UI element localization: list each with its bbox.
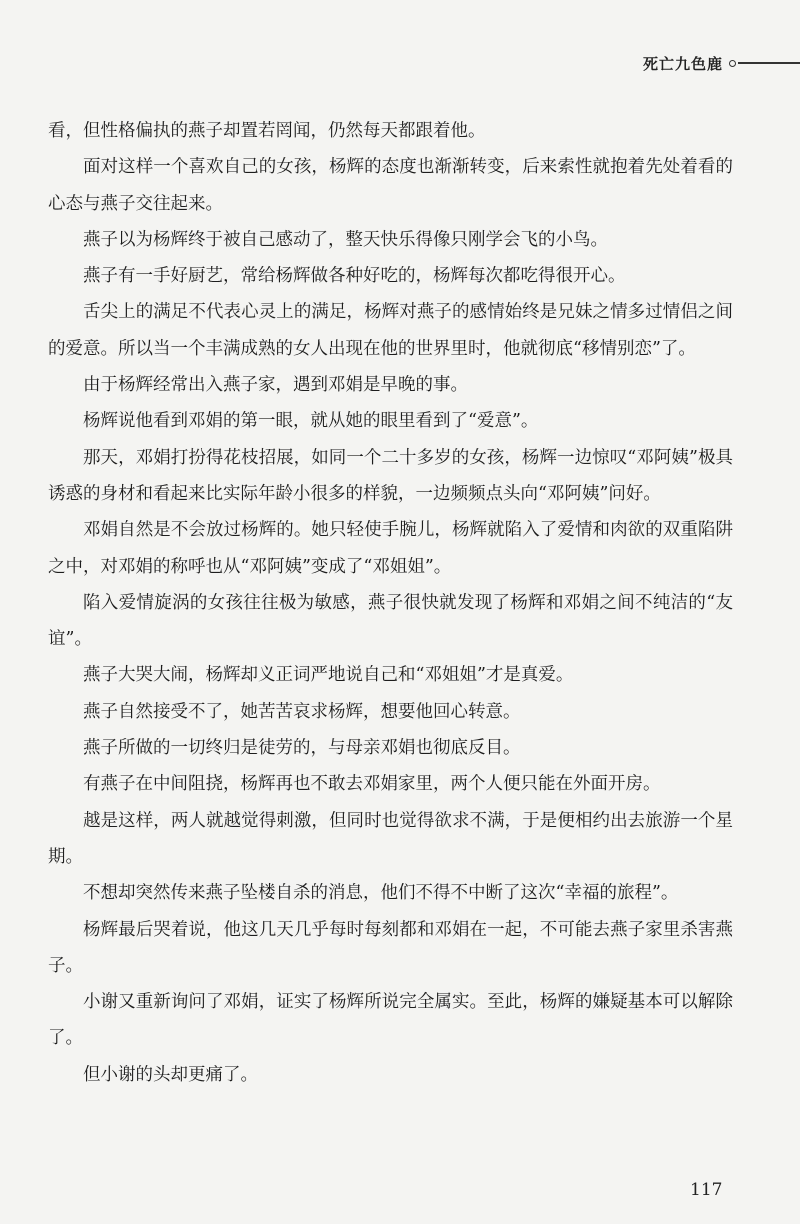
body-text bbox=[48, 113, 733, 1093]
running-title: 死亡九色鹿 bbox=[642, 54, 723, 73]
paragraph: 燕子大哭大闹，杨辉却义正词严地说自己和“邓姐姐”才是真爱。 bbox=[83, 665, 574, 686]
header-ornament-icon bbox=[729, 60, 800, 67]
paragraph: 燕子以为杨辉终于被自己感动了，整天快乐得像只刚学会飞的小鸟。 bbox=[83, 229, 608, 250]
paragraph: 看，但性格偏执的燕子却置若罔闻，仍然每天都跟着他。 bbox=[48, 121, 486, 141]
paragraph: 陷入爱情旋涡的女孩往往极为敏感，燕子很快就发现了杨辉和邓娟之间不纯洁的“友谊”。 bbox=[48, 592, 733, 650]
page-number: 117 bbox=[690, 1180, 723, 1200]
paragraph: 面对这样一个喜欢自己的女孩，杨辉的态度也渐渐转变，后来索性就抱着先处着看的心态与燕子交往起来。 bbox=[48, 157, 733, 214]
paragraph: 那天，邓娟打扮得花枝招展，如同一个二十多岁的女孩，杨辉一边惊叹“邓阿姨”极具诱惑的身材和看起来比实际年龄小很多的样貌，一边频频点头向“邓阿姨”问好。 bbox=[48, 447, 733, 504]
paragraph: 邓娟自然是不会放过杨辉的。她只轻使手腕儿，杨辉就陷入了爱情和肉欲的双重陷阱之中，对邓娟的称呼也从“邓阿姨”变成了“邓姐姐”。 bbox=[48, 520, 733, 577]
paragraph: 但小谢的头却更痛了。 bbox=[83, 1064, 258, 1085]
paragraph: 不想却突然传来燕子坠楼自杀的消息，他们不得不中断了这次“幸福的旅程”。 bbox=[83, 883, 679, 904]
paragraph: 有燕子在中间阻挠，杨辉再也不敢去邓娟家里，两个人便只能在外面开房。 bbox=[83, 774, 661, 795]
paragraph: 由于杨辉经常出入燕子家，遇到邓娟是早晚的事。 bbox=[83, 375, 468, 396]
running-header bbox=[643, 52, 800, 74]
paragraph: 舌尖上的满足不代表心灵上的满足，杨辉对燕子的感情始终是兄妹之情多过情侣之间的爱意。所以当一个丰满成熟的女人出现在他的世界里时，他就彻底“移情别恋”了。 bbox=[48, 302, 733, 359]
paragraph: 燕子自然接受不了，她苦苦哀求杨辉，想要他回心转意。 bbox=[83, 701, 521, 722]
paragraph: 越是这样，两人就越觉得刺激，但同时也觉得欲求不满，于是便相约出去旅游一个星期。 bbox=[48, 810, 733, 867]
paragraph: 燕子所做的一切终归是徒劳的，与母亲邓娟也彻底反目。 bbox=[83, 738, 521, 759]
paragraph: 小谢又重新询问了邓娟，证实了杨辉所说完全属实。至此，杨辉的嫌疑基本可以解除了。 bbox=[48, 992, 733, 1049]
paragraph: 燕子有一手好厨艺，常给杨辉做各种好吃的，杨辉每次都吃得很开心。 bbox=[83, 266, 626, 287]
paragraph: 杨辉最后哭着说，他这几天几乎每时每刻都和邓娟在一起，不可能去燕子家里杀害燕子。 bbox=[48, 919, 733, 976]
paragraph: 杨辉说他看到邓娟的第一眼，就从她的眼里看到了“爱意”。 bbox=[83, 411, 539, 432]
